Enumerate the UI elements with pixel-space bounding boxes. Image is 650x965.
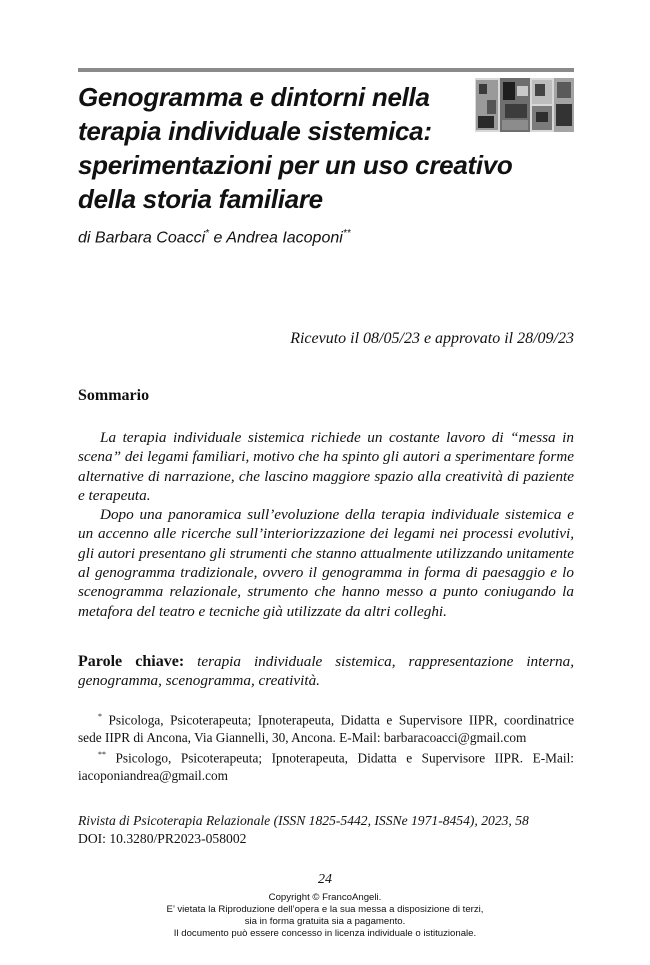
top-rule (78, 68, 574, 72)
title-line: terapia individuale sistemica: (78, 116, 432, 146)
footnote (78, 746, 574, 784)
photo-collage-image (475, 78, 574, 132)
article-title (78, 80, 513, 216)
author2-footnote-mark: ** (342, 228, 351, 239)
authors-join: e Andrea Iacoponi (209, 229, 343, 247)
footnote-mark: ** (98, 750, 106, 760)
footnote-text: Psicologa, Psicoterapeuta; Ipnoterapeuta, Didatta e Supervisore IIPR, coordinatrice sede IIPR di Ancona, Via Giannelli, 30, Ancona. E-Mail: barbaracoacci@gmail.com (78, 712, 575, 745)
authors-prefix: di Barbara Coacci (78, 229, 206, 247)
title-line: Genogramma e dintorni nella (78, 82, 430, 112)
keywords (78, 652, 574, 691)
title-line: della storia familiare (78, 184, 323, 214)
author1-footnote-mark: * (205, 228, 210, 239)
keywords-label: Parole chiave: (78, 653, 185, 670)
journal-reference: Rivista di Psicoterapia Relazionale (ISSN 1825-5442, ISSNe 1971-8454), 2023, 58 (78, 813, 529, 828)
abstract-paragraph: La terapia individuale sistemica richiede un costante lavoro di “messa in scena” dei legami familiari, motivo che ha spinto gli autori a sperimentare forme alternative di narrazione, che lascino maggiore spazio alla creatività di paziente e terapeuta. (78, 429, 574, 504)
footnote-mark: * (98, 712, 102, 721)
article-authors (78, 228, 351, 247)
received-date: Ricevuto il 08/05/23 e approvato il 28/09/23 (290, 330, 574, 347)
footnote (78, 708, 574, 746)
copyright-line: Copyright © FrancoAngeli. (268, 892, 382, 903)
copyright-line: E’ vietata la Riproduzione dell’opera e la sua messa a disposizione di terzi, (166, 904, 484, 915)
journal-cover-thumbnail (475, 78, 574, 132)
summary-heading: Sommario (78, 387, 150, 404)
copyright-notice (0, 892, 650, 940)
copyright-line: Il documento può essere concesso in licenza individuale o istituzionale. (173, 928, 477, 939)
title-line: sperimentazioni per un uso creativo (78, 150, 513, 180)
footnotes (78, 708, 574, 785)
abstract (78, 428, 574, 621)
footnote-text: Psicologo, Psicoterapeuta; Ipnoterapeuta, Didatta e Supervisore IIPR. E-Mail: iacoponiandrea@gmail.com (78, 750, 574, 784)
copyright-line: sia in forma gratuita sia a pagamento. (244, 916, 406, 927)
page-number: 24 (318, 872, 332, 887)
keywords-text: terapia individuale sistemica, rappresentazione interna, genogramma, scenogramma, creatività. (78, 653, 575, 690)
journal-info (78, 812, 574, 847)
abstract-paragraph: Dopo una panoramica sull’evoluzione della terapia individuale sistemica e un accenno alle ricerche sull’interiorizzazione dei legami nei processi evolutivi, gli autori presentano gli strumenti che stanno attualmente utilizzando unitamente al genogramma tradizionale, ovvero il genogramma in forma di paesaggio e lo scenogramma relazionale, strumento che hanno messo a punto coniugando la metafora del teatro e tecniche già utilizzate da altri colleghi. (78, 506, 574, 620)
doi: DOI: 10.3280/PR2023-058002 (78, 830, 247, 846)
